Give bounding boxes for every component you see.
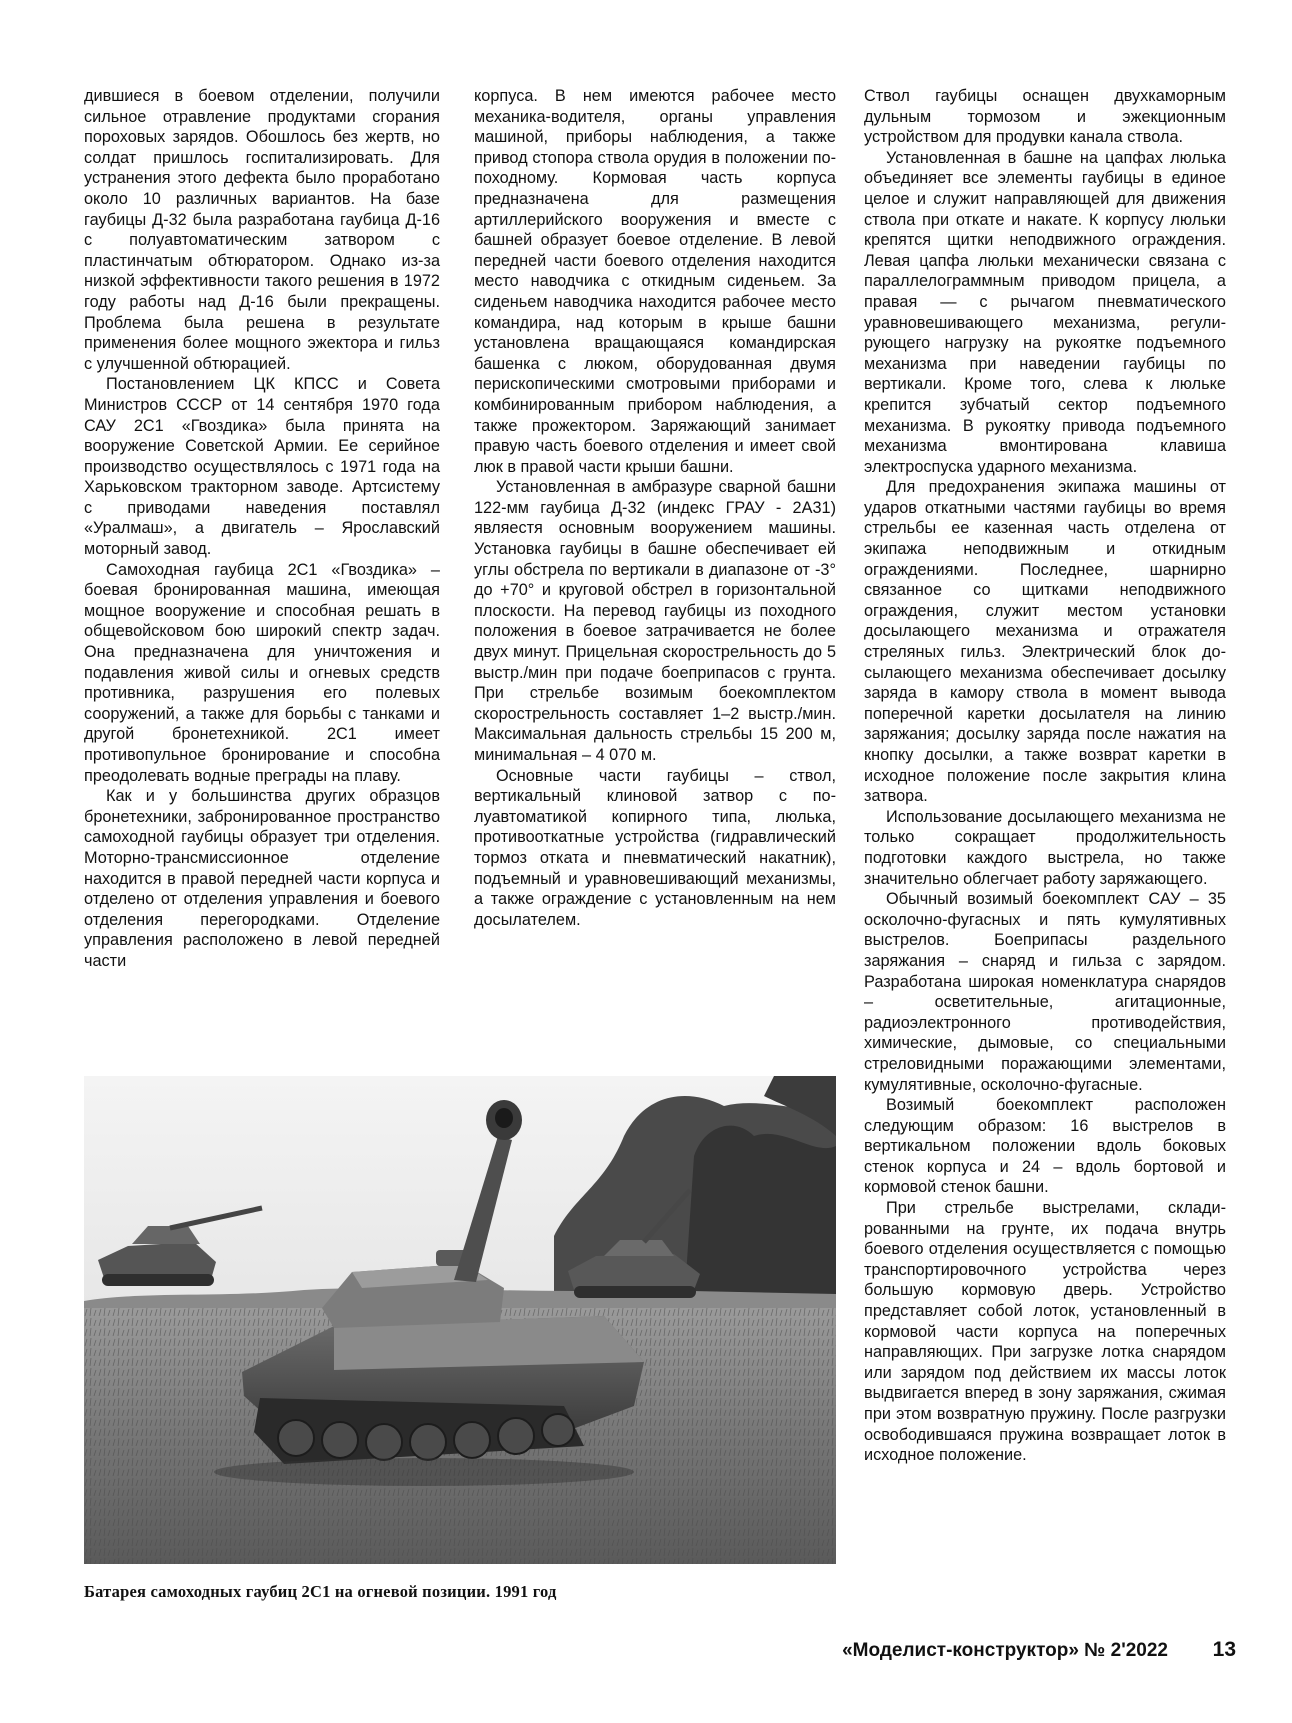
text-column-3 <box>864 86 1226 1466</box>
paragraph: Самоходная гаубица 2С1 «Гвоздика» – боевая бронированная машина, имеющая мощное вооружение и способная решать в общевойсковом бою широкий спектр задач. Она предназначена для уничтожения и подавления живой силы и огневых средств противника, разрушения его полевых сооружений, а также для борьбы с танками и другой бронетехникой. 2С1 имеет противопульное бронирование и способна преодолевать водные преграды на плаву. <box>84 560 440 785</box>
howitzer-battery-photo <box>84 1076 836 1564</box>
paragraph: дившиеся в боевом отделении, получили сильное отравление продуктами сгорания пороховых зарядов. Обошлось без жертв, но солдат пришлось госпитализировать. Для устранения этого дефекта было проработано около 10 различных вариантов. На базе гаубицы Д-32 была разработана гаубица Д-16 с полуавтоматическим затвором с пластинчатым обтюратором. Однако из-за низкой эффективности такого решения в 1972 году работы над Д-16 были прекращены. Проблема была решена в результате применения более мощного эжектора и гильз с улучшенной обтюрацией. <box>84 87 440 373</box>
paragraph: корпуса. В нем имеются рабочее место механика-водителя, органы управления машиной, приборы наблюдения, а также привод стопора ствола орудия в положении по-походному. Кормовая часть корпуса предназначена для размещения артиллерийского вооружения и вместе с башней образует боевое отделение. В левой передней части боевого отделения находится место наводчика с откидным сиденьем. За сиденьем наводчика находится рабочее место командира, над которым в крыше башни установлена вращающаяся командирская башенка с люком, оборудованная двумя перископическими смотровыми приборами и комбинированным прибором наблюдения, а также прожектором. Заряжающий занимает правую часть боевого отделения и имеет свой люк в правой части крыши башни. <box>474 87 836 476</box>
paragraph: Основные части гаубицы – ствол, вертикальный клиновой затвор с полуавтоматикой копирного типа, люлька, противооткатные устройства (гидравлический тормоз отката и пневматический накатник), подъемный и уравновешивающий механизмы, а также ограждение с установленным на нем досылателем. <box>474 766 836 929</box>
paragraph: Ствол гаубицы оснащен двухкаморным дульным тормозом и эжекционным устройством для продувки канала ствола. <box>864 87 1226 147</box>
paragraph: Постановлением ЦК КПСС и Совета Министров СССР от 14 сентября 1970 года САУ 2С1 «Гвоздика» была принята на вооружение Советской Армии. Ее серийное производство осуществлялось с 1971 года на Харьковском тракторном заводе. Артсистему с приводами наведения поставлял «Уралмаш», а двигатель – Ярославский моторный завод. <box>84 375 440 559</box>
paragraph: При стрельбе выстрелами, складированными на грунте, их подача внутрь боевого отделения осуществляется с помощью транспортировочного устройства через большую кормовую дверь. Устройство представляет собой лоток, установленный в кормовой части корпуса на поперечных направляющих. При загрузке лотка снарядом или зарядом под действием их массы лоток выдвигается вперед в зону заряжания, сжимая при этом возвратную пружину. После разгрузки освободившаяся пружина возвращает лоток в исходное положение. <box>864 1199 1226 1465</box>
paragraph: Установленная в башне на цапфах люлька объединяет все элементы гаубицы в единое целое и служит направляющей для движения ствола при откате и накате. К корпусу люльки крепятся щитки неподвижного ограждения. Левая цапфа люльки механически связана с параллелограммным приводом прицела, а правая — с рычагом пневматического уравновешивающего механизма, регулирующего нагрузку на рукоятке подъемного механизма при наведении гаубицы по вертикали. Кроме того, слева к люльке крепится зубчатый сектор подъемного механизма. В рукоятку привода подъемного механизма вмонтирована клавиша электроспуска ударного механизма. <box>864 148 1226 476</box>
text-column-1 <box>84 86 440 972</box>
paragraph: Использование досылающего механизма не только сокращает продолжительность подготовки каждого выстрела, но также значительно облегчает работу заряжающего. <box>864 807 1226 888</box>
paragraph: Как и у большинства других образцов бронетехники, забронированное пространство самоходной гаубицы образует три отделения. Моторно-трансмиссионное отделение находится в правой передней части корпуса и отделено от отделения управления и боевого отделения перегородками. Отделение управления расположено в левой передней части <box>84 787 440 970</box>
text-column-2 <box>474 86 836 930</box>
photo-caption: Батарея самоходных гаубиц 2С1 на огневой позиции. 1991 год <box>84 1582 557 1601</box>
paragraph: Обычный возимый боекомплект САУ – 35 осколочно-фугасных и пять кумулятивных выстрелов. Боеприпасы раздельного заряжания – снаряд и гильза с зарядом. Разработана широкая номенклатура снарядов – осветительные, агитационные, радиоэлектронного противодействия, химические, дымовые, со специальными стреловидными поражающими элементами, кумулятивные, осколочно-фугасные. <box>864 890 1226 1094</box>
page-number: 13 <box>1212 1638 1236 1661</box>
paragraph: Возимый боекомплект расположен следующим образом: 16 выстрелов в вертикальном положении вдоль боковых стенок корпуса и 24 – вдоль бортовой и кормовой стенок башни. <box>864 1096 1226 1197</box>
paragraph: Для предохранения экипажа машины от ударов откатными частями гаубицы во время стрельбы ее казенная часть отделена от экипажа неподвижным и откидным ограждениями. Последнее, шарнирно связанное со щитками неподвижного ограждения, служит местом установки досылающего механизма и отражателя стреляных гильз. Электрический блок досылающего механизма обеспечивает досылку заряда в камору ствола в момент вывода поперечной каретки досылателя на линию заряжания; досылку заряда после нажатия на кнопку досылки, а также возврат каретки в исходное положение после закрытия клина затвора. <box>864 478 1226 806</box>
magazine-title: «Моделист-конструктор» № 2'2022 <box>842 1640 1168 1661</box>
paragraph: Установленная в амбразуре сварной башни 122-мм гаубица Д-32 (индекс ГРАУ - 2А31) являестя основным вооружением машины. Установка гаубицы в башне обеспечивает ей углы обстрела по вертикали в диапазоне от -3° до +70° и круговой обстрел в горизонтальной плоскости. На перевод гаубицы из походного положения в боевое затрачивается не более двух минут. Прицельная скорострельность до 5 выстр./мин при подаче боеприпасов с грунта. При стрельбе возимым боекомплектом скорострельность составляет 1–2 выстр./мин. Максимальная дальность стрельбы 15 200 м, минимальная – 4 070 м. <box>474 478 836 764</box>
